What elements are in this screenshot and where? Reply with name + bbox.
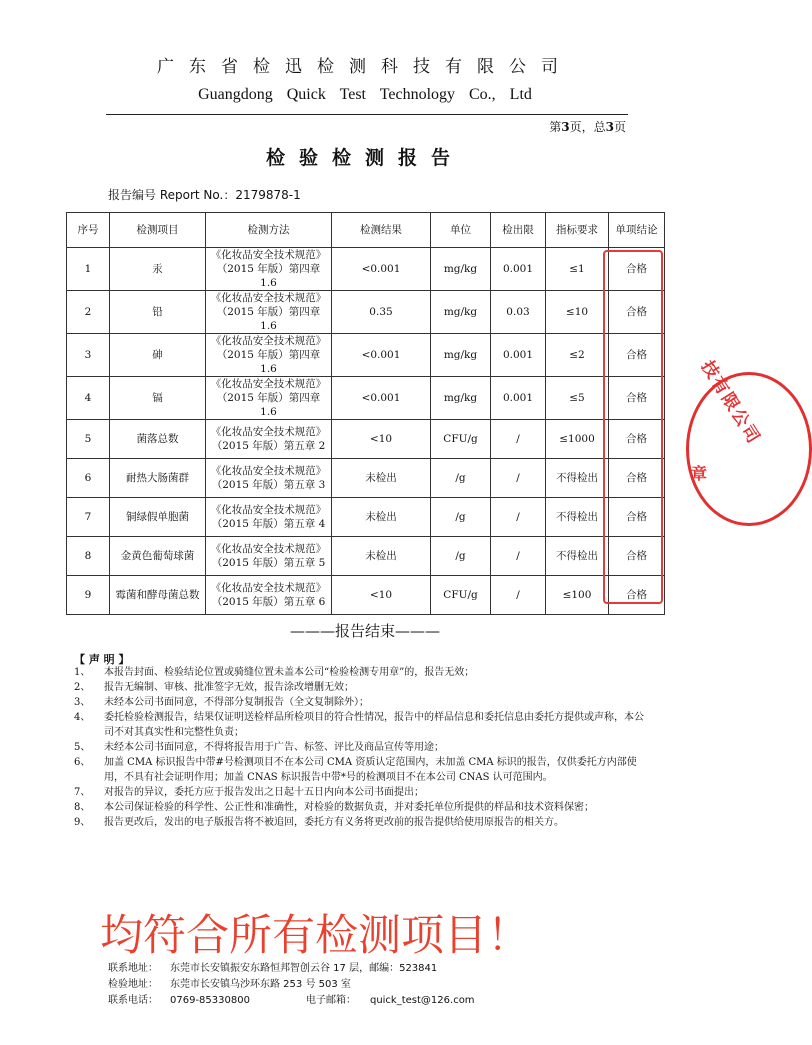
declaration-item: 8、 本公司保证检验的科学性、公正性和准确性，对检验的数据负责，并对委托单位所提供的样品和技术资料保密； [74, 802, 594, 813]
cell-item: 金黄色葡萄球菌 [110, 537, 206, 576]
cell-limit: / [491, 576, 546, 615]
cell-result: <0.001 [332, 334, 431, 377]
footer-test-address-row: 检验地址： 东莞市长安镇乌沙环东路 253 号 503 室 [108, 979, 351, 990]
cell-no: 8 [67, 537, 110, 576]
cell-requirement: ≤1 [546, 248, 609, 291]
table-header-row [67, 213, 665, 248]
cell-no: 9 [67, 576, 110, 615]
declaration-title: 【 声 明 】 [74, 653, 130, 666]
cell-method: 《化妆品安全技术规范》 （2015 年版）第四章 1.6 [206, 291, 332, 334]
cell-unit: mg/kg [431, 248, 491, 291]
col-header-no: 序号 [67, 213, 110, 248]
footer-address-row: 联系地址： 东莞市长安镇振安东路恒邦智创云谷 17 层，邮编：523841 [108, 963, 438, 974]
col-header-result: 检测结果 [332, 213, 431, 248]
footer-contact [108, 961, 475, 1009]
declaration-item: 2、 报告无编制、审核、批准签字无效，报告涂改增删无效； [74, 682, 354, 693]
report-number: 报告编号 Report No.：2179878-1 [108, 188, 301, 202]
table-row [67, 420, 665, 459]
cell-limit: / [491, 498, 546, 537]
cell-limit: / [491, 420, 546, 459]
cell-requirement: ≤10 [546, 291, 609, 334]
declaration-item: 5、 未经本公司书面同意，不得将报告用于广告、标签、评比及商品宣传等用途； [74, 742, 444, 753]
cell-requirement: 不得检出 [546, 498, 609, 537]
cell-result: <10 [332, 420, 431, 459]
cell-unit: /g [431, 498, 491, 537]
cell-conclusion: 合格 [609, 248, 665, 291]
cell-unit: mg/kg [431, 291, 491, 334]
company-seal-stamp: 技有限公司 章 [686, 372, 812, 526]
declaration-item: 7、 对报告的异议，委托方应于报告发出之日起十五日内向本公司书面提出； [74, 787, 424, 798]
cell-result: <0.001 [332, 248, 431, 291]
cell-item: 汞 [110, 248, 206, 291]
table-row [67, 334, 665, 377]
declaration-item: 4、 委托检验检测报告，结果仅证明送检样品所检项目的符合性情况，报告中的样品信息和委托信息由委托方提供或声称，本公司不对其真实性和完整性负责； [74, 712, 644, 738]
cell-method: 《化妆品安全技术规范》 （2015 年版）第五章 2 [206, 420, 332, 459]
cell-item: 菌落总数 [110, 420, 206, 459]
cell-method: 《化妆品安全技术规范》 （2015 年版）第五章 5 [206, 537, 332, 576]
cell-result: <0.001 [332, 377, 431, 420]
cell-requirement: 不得检出 [546, 459, 609, 498]
page-indicator: 第3页，总3页 [549, 120, 626, 134]
declaration-item: 3、 未经本公司书面同意，不得部分复制报告（全文复制除外）； [74, 697, 369, 708]
cell-result: 未检出 [332, 537, 431, 576]
cell-method: 《化妆品安全技术规范》 （2015 年版）第四章 1.6 [206, 248, 332, 291]
cell-conclusion: 合格 [609, 498, 665, 537]
cell-conclusion: 合格 [609, 291, 665, 334]
cell-unit: CFU/g [431, 576, 491, 615]
cell-unit: mg/kg [431, 334, 491, 377]
col-header-unit: 单位 [431, 213, 491, 248]
table-row [67, 537, 665, 576]
page-total: 3 [605, 120, 614, 134]
col-header-limit: 检出限 [491, 213, 546, 248]
declaration-item: 9、 报告更改后，发出的电子版报告将不被追回，委托方有义务将更改前的报告提供给使用原报告的相关方。 [74, 817, 564, 828]
cell-limit: 0.03 [491, 291, 546, 334]
declaration-list [74, 665, 644, 830]
cell-limit: 0.001 [491, 248, 546, 291]
cell-unit: mg/kg [431, 377, 491, 420]
cell-item: 铅 [110, 291, 206, 334]
cell-item: 砷 [110, 334, 206, 377]
report-title: 检验检测报告 [265, 147, 464, 169]
cell-no: 3 [67, 334, 110, 377]
table-row [67, 498, 665, 537]
cell-item: 镉 [110, 377, 206, 420]
cell-method: 《化妆品安全技术规范》 （2015 年版）第五章 4 [206, 498, 332, 537]
col-header-conclusion: 单项结论 [609, 213, 665, 248]
cell-conclusion: 合格 [609, 459, 665, 498]
cell-conclusion: 合格 [609, 537, 665, 576]
cell-unit: CFU/g [431, 420, 491, 459]
cell-requirement: ≤100 [546, 576, 609, 615]
cell-no: 7 [67, 498, 110, 537]
company-name-en: Guangdong Quick Test Technology Co., Ltd [198, 86, 532, 103]
cell-no: 6 [67, 459, 110, 498]
cell-requirement: ≤1000 [546, 420, 609, 459]
declaration-item: 1、 本报告封面、检验结论位置或骑缝位置未盖本公司“检验检测专用章”的，报告无效； [74, 667, 475, 678]
cell-unit: /g [431, 537, 491, 576]
cell-no: 5 [67, 420, 110, 459]
cell-result: 未检出 [332, 498, 431, 537]
footer-email[interactable]: quick_test@126.com [369, 995, 475, 1006]
cell-conclusion: 合格 [609, 420, 665, 459]
cell-limit: / [491, 537, 546, 576]
cell-conclusion: 合格 [609, 576, 665, 615]
cell-method: 《化妆品安全技术规范》 （2015 年版）第五章 6 [206, 576, 332, 615]
cell-method: 《化妆品安全技术规范》 （2015 年版）第四章 1.6 [206, 334, 332, 377]
table-row [67, 291, 665, 334]
cell-no: 4 [67, 377, 110, 420]
cell-result: <10 [332, 576, 431, 615]
footer-phone-row: 联系电话： 0769-85330800 电子邮箱： quick_test@126.com [108, 995, 475, 1006]
report-end-marker: ———报告结束——— [289, 622, 440, 640]
cell-unit: /g [431, 459, 491, 498]
col-header-item: 检测项目 [110, 213, 206, 248]
cell-no: 2 [67, 291, 110, 334]
cell-requirement: ≤2 [546, 334, 609, 377]
cell-method: 《化妆品安全技术规范》 （2015 年版）第五章 3 [206, 459, 332, 498]
cell-limit: 0.001 [491, 377, 546, 420]
table-row [67, 459, 665, 498]
table-row [67, 576, 665, 615]
cell-requirement: ≤5 [546, 377, 609, 420]
page-current: 3 [561, 120, 570, 134]
conclusion-highlight-box [603, 250, 663, 604]
cell-no: 1 [67, 248, 110, 291]
cell-conclusion: 合格 [609, 334, 665, 377]
results-table [66, 212, 665, 615]
cell-method: 《化妆品安全技术规范》 （2015 年版）第四章 1.6 [206, 377, 332, 420]
declaration-item: 6、 加盖 CMA 标识报告中带#号检测项目不在本公司 CMA 资质认定范围内，未加盖 CMA 标识的报告，仅供委托方内部使用，不具有社会证明作用；加盖 CNAS 标识报告中带*号的检测项目不在本公司 CNAS 认可范围内。 [74, 757, 637, 783]
header-rule [106, 114, 628, 115]
cell-limit: / [491, 459, 546, 498]
col-header-method: 检测方法 [206, 213, 332, 248]
cell-limit: 0.001 [491, 334, 546, 377]
slogan-overlay-text: 均符合所有检测项目！ [100, 911, 530, 961]
company-name-cn: 广东省检迅检测科技有限公司 [157, 57, 573, 77]
cell-requirement: 不得检出 [546, 537, 609, 576]
cell-result: 未检出 [332, 459, 431, 498]
table-row [67, 377, 665, 420]
cell-conclusion: 合格 [609, 377, 665, 420]
cell-item: 耐热大肠菌群 [110, 459, 206, 498]
table-row [67, 248, 665, 291]
cell-item: 铜绿假单胞菌 [110, 498, 206, 537]
cell-item: 霉菌和酵母菌总数 [110, 576, 206, 615]
cell-result: 0.35 [332, 291, 431, 334]
col-header-requirement: 指标要求 [546, 213, 609, 248]
